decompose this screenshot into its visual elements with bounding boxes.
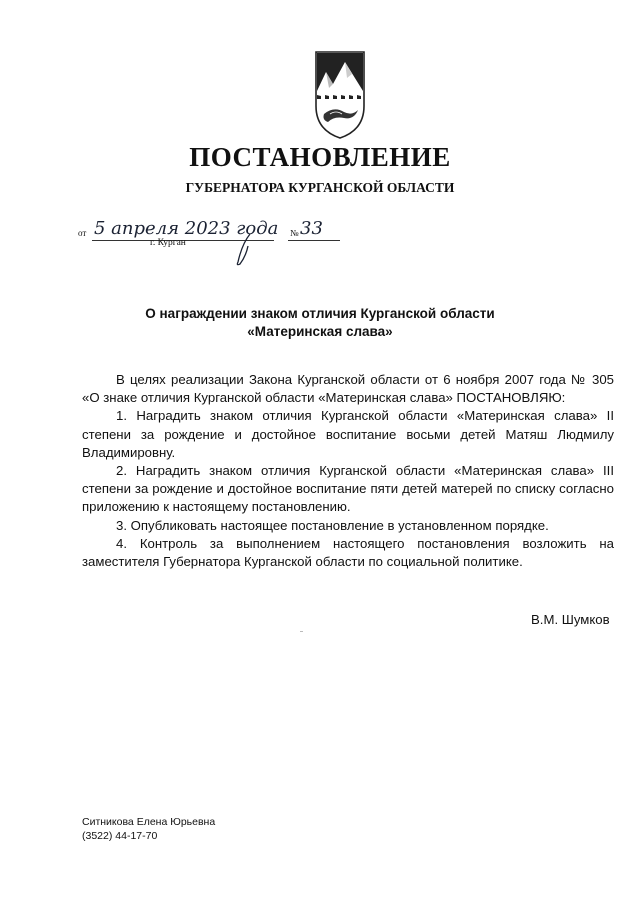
contact-block — [82, 815, 215, 843]
contact-phone: (3522) 44-17-70 — [82, 830, 158, 842]
item-1-paragraph: 1. Наградить знаком отличия Курганской области «Материнская слава» II степени за рождение и достойное воспитание восьми детей Матяш Людмилу Владимировну. — [82, 408, 614, 460]
resolution-heading — [0, 305, 640, 341]
registration-row — [78, 218, 348, 264]
scan-speck — [300, 631, 303, 632]
handwritten-number: 33 — [300, 218, 323, 239]
heading-line-1: О награждении знаком отличия Курганской области — [145, 306, 495, 321]
resolution-body — [82, 371, 614, 571]
signatory-name: В.М. Шумков — [531, 612, 610, 627]
preamble-paragraph: В целях реализации Закона Курганской области от 6 ноября 2007 года № 305 «О знаке отличия Курганской области «Материнская слава» ПОСТАНОВЛЯЮ: — [82, 372, 614, 406]
item-4-paragraph: 4. Контроль за выполнением настоящего постановления возложить на заместителя Губернатора Курганской области по социальной политике. — [82, 535, 614, 570]
item-3-paragraph: 3. Опубликовать настоящее постановление в установленном порядке. — [116, 517, 549, 533]
heading-line-2: «Материнская слава» — [247, 324, 393, 339]
city-label: г. Курган — [150, 238, 186, 248]
handwriting-stroke-icon — [228, 232, 258, 266]
document-subtitle: ГУБЕРНАТОРА КУРГАНСКОЙ ОБЛАСТИ — [185, 180, 455, 195]
number-underline — [288, 240, 340, 241]
handwritten-date: 5 апреля 2023 года — [94, 218, 279, 239]
contact-name: Ситникова Елена Юрьевна — [82, 816, 216, 828]
document-title: ПОСТАНОВЛЕНИЕ — [189, 142, 451, 172]
coat-of-arms-icon — [300, 44, 380, 144]
date-from-label: от — [78, 228, 87, 238]
number-label: № — [290, 228, 299, 238]
item-2-paragraph: 2. Наградить знаком отличия Курганской области «Материнская слава» III степени за рождение и достойное воспитание пяти детей матерей по списку согласно приложению к настоящему постановлению. — [82, 463, 614, 515]
